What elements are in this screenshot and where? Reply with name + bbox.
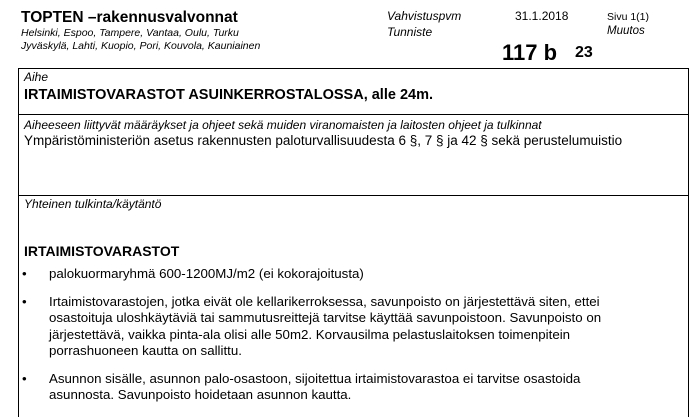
bullet-text-line: Irtaimistovarastojen, jotka eivät ole kellarikerroksessa, savunpoisto on järjestettävä siten, ettei: [49, 293, 600, 309]
bullet-text-line: järjestettävä, vaikka pinta-ala olisi alle 50m2. Korvausilma pelastuslaitoksen toimenpitein: [49, 326, 571, 342]
document-subnumber: 23: [575, 44, 593, 61]
list-item: [21, 266, 681, 283]
bullet-text-line: asunnosta. Savunpoisto hoidetaan asunnon kautta.: [49, 387, 352, 402]
bullet-icon: •: [22, 370, 27, 386]
list-item: [21, 294, 681, 360]
identifier-label: Tunniste: [387, 25, 433, 39]
bullet-icon: •: [22, 293, 27, 309]
subject-section: [18, 68, 689, 115]
section-heading: IRTAIMISTOVARASTOT: [24, 243, 180, 259]
regulations-section: [18, 115, 689, 196]
bullet-text-line: porrashuoneen kautta on sallittu.: [49, 343, 242, 358]
regulations-text: Ympäristöministeriön asetus rakennusten paloturvallisuudesta 6 §, 7 § ja 42 § sekä perustelumuistio: [24, 133, 623, 148]
page-info: Sivu 1(1): [607, 11, 650, 23]
cities-line-2: Jyväskylä, Lahti, Kuopio, Pori, Kouvola, Kauniainen: [21, 40, 261, 52]
subject-label: Aihe: [24, 70, 49, 84]
bullet-text-line: Asunnon sisälle, asunnon palo-osastoon, sijoitettua irtaimistovarastoa ei tarvitse osastoida: [49, 370, 581, 386]
bullet-text-line: palokuormaryhmä 600-1200MJ/m2 (ei kokorajoitusta): [49, 266, 364, 281]
bullet-text-line: osastoituja uloshkäytäviä tai sammutusreittejä tarvitse käyttää savunpoistoon. Savunpoisto on: [49, 310, 602, 325]
document-number: 117 b: [502, 40, 558, 65]
list-item: [21, 371, 681, 404]
regulations-label: Aiheeseen liittyvät määräykset ja ohjeet sekä muiden viranomaisten ja laitosten ohjeet ja tulkinnat: [24, 118, 542, 132]
header-organization: [21, 8, 260, 53]
subject-title: IRTAIMISTOVARASTOT ASUINKERROSTALOSSA, alle 24m.: [24, 87, 434, 103]
confirm-date-label: Vahvistuspvm: [387, 9, 462, 23]
changes-label: Muutos: [607, 25, 645, 37]
interpretation-section: [18, 196, 689, 417]
cities-line-1: Helsinki, Espoo, Tampere, Vantaa, Oulu, Turku: [21, 27, 239, 39]
bullet-list: [21, 266, 681, 415]
organization-title: TOPTEN –rakennusvalvonnat: [21, 9, 238, 26]
interpretation-label: Yhteinen tulkinta/käytäntö: [24, 197, 162, 211]
bullet-icon: •: [22, 266, 27, 281]
confirm-date: 31.1.2018: [515, 9, 569, 23]
